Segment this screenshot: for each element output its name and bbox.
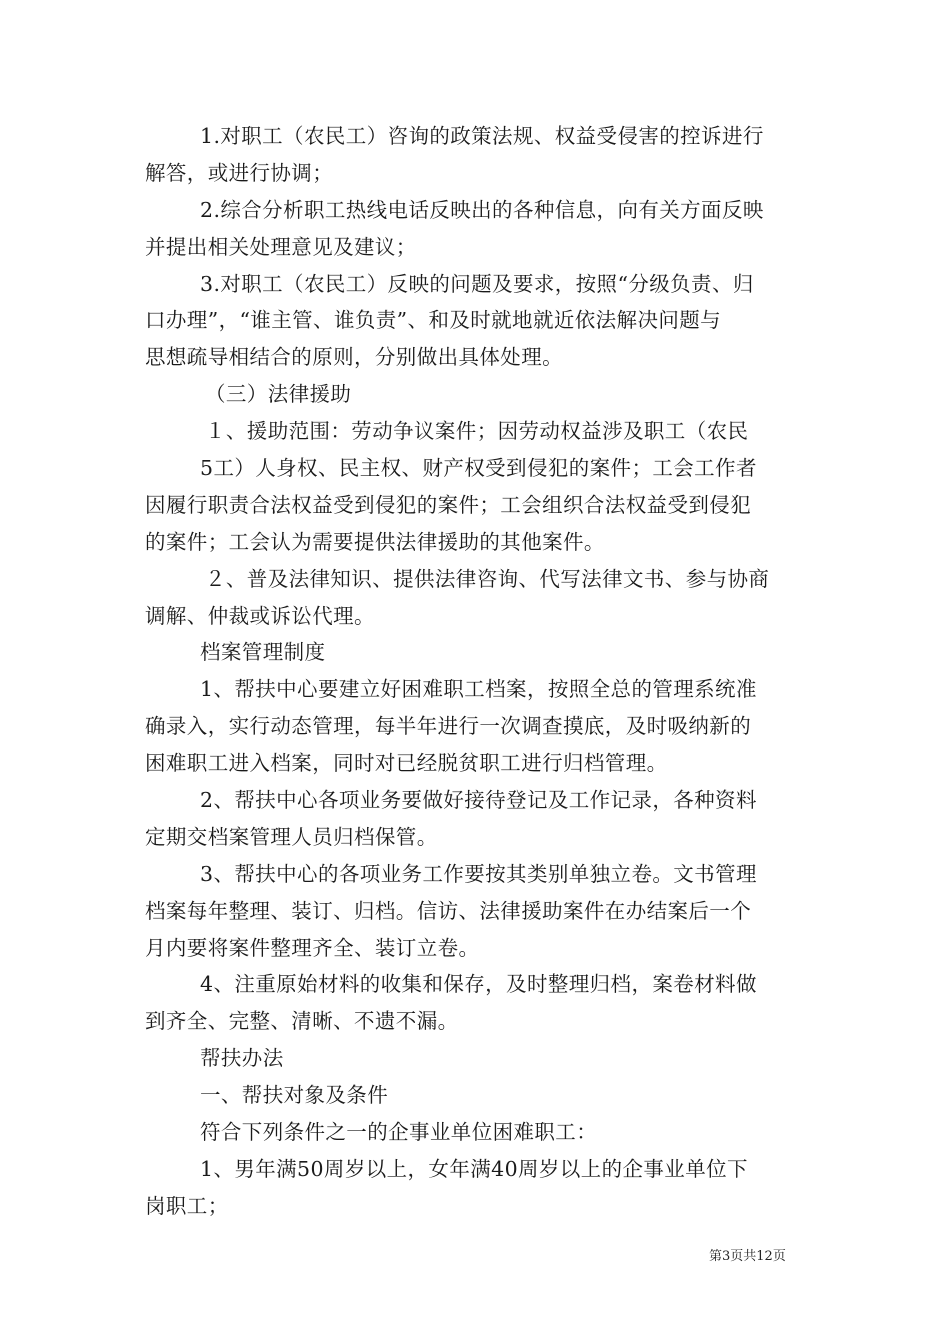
text-line: 4、注重原始材料的收集和保存，及时整理归档，案卷材料做 xyxy=(200,972,757,997)
text-line: ２、普及法律知识、提供法律咨询、代写法律文书、参与协商 xyxy=(205,566,770,591)
text-line: 2、帮扶中心各项业务要做好接待登记及工作记录，各种资料 xyxy=(200,788,757,813)
text-line: 确录入，实行动态管理，每半年进行一次调查摸底，及时吸纳新的 xyxy=(145,714,752,739)
text-line: 解答，或进行协调； xyxy=(145,160,334,185)
text-line: 2.综合分析职工热线电话反映出的各种信息，向有关方面反映 xyxy=(200,197,764,222)
text-line: 3、帮扶中心的各项业务工作要按其类别单独立卷。文书管理 xyxy=(200,861,757,886)
text-line: 定期交档案管理人员归档保管。 xyxy=(145,824,438,849)
text-line: 岗职工； xyxy=(145,1193,229,1218)
text-line: 困难职工进入档案，同时对已经脱贫职工进行归档管理。 xyxy=(145,751,668,776)
text-line: 的案件；工会认为需要提供法律援助的其他案件。 xyxy=(145,529,605,554)
text-line: 一、帮扶对象及条件 xyxy=(200,1083,389,1108)
text-line: １、援助范围：劳动争议案件；因劳动权益涉及职工（农民 xyxy=(205,419,749,444)
text-line: 思想疏导相结合的原则，分别做出具体处理。 xyxy=(145,345,563,370)
text-line: 1、帮扶中心要建立好困难职工档案，按照全总的管理系统准 xyxy=(200,677,757,702)
text-line: 档案管理制度 xyxy=(200,640,326,665)
text-line: 帮扶办法 xyxy=(200,1046,284,1071)
document-body xyxy=(145,118,810,1225)
text-line: 符合下列条件之一的企事业单位困难职工： xyxy=(200,1120,598,1145)
page-number-footer: 第3页共12页 xyxy=(709,1249,786,1264)
text-line: 3.对职工（农民工）反映的问题及要求，按照“分级负责、归 xyxy=(200,271,754,296)
text-line: （三）法律援助 xyxy=(205,382,352,407)
text-line: 1、男年满50周岁以上，女年满40周岁以上的企事业单位下 xyxy=(200,1156,748,1181)
text-line: 因履行职责合法权益受到侵犯的案件；工会组织合法权益受到侵犯 xyxy=(145,492,752,517)
text-line: 5工）人身权、民主权、财产权受到侵犯的案件；工会工作者 xyxy=(200,456,757,481)
text-line: 档案每年整理、装订、归档。信访、法律援助案件在办结案后一个 xyxy=(145,898,752,923)
text-line: 调解、仲裁或诉讼代理。 xyxy=(145,603,375,628)
text-line: 1.对职工（农民工）咨询的政策法规、权益受侵害的控诉进行 xyxy=(200,124,764,148)
text-line: 月内要将案件整理齐全、装订立卷。 xyxy=(145,935,480,960)
text-line: 口办理”，“谁主管、谁负责”、和及时就地就近依法解决问题与 xyxy=(145,308,722,333)
text-line: 到齐全、完整、清晰、不遗不漏。 xyxy=(145,1009,459,1034)
text-line: 并提出相关处理意见及建议； xyxy=(145,234,417,259)
